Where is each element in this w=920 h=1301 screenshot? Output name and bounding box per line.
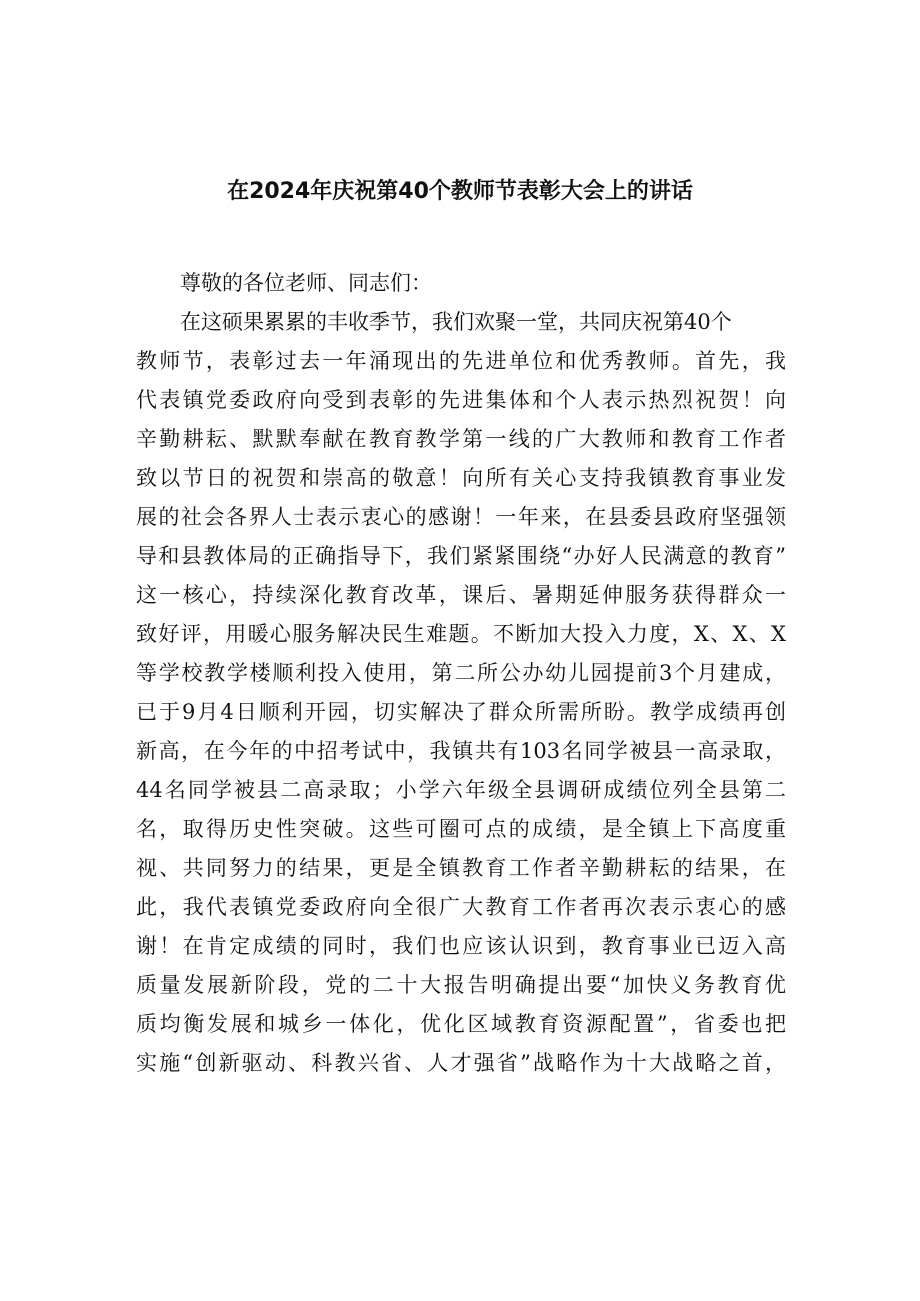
paragraph-line: 致好评，用暖心服务解决民生难题。不断加大投入力度，X、X、X <box>136 622 786 646</box>
paragraph-line: 实施“创新驱动、科教兴省、人才强省”战略作为十大战略之首， <box>136 1051 786 1075</box>
paragraph-line: 44名同学被县二高录取；小学六年级全县调研成绩位列全县第二 <box>136 778 786 802</box>
paragraph-line: 等学校教学楼顺利投入使用，第二所公办幼儿园提前3个月建成， <box>136 661 786 685</box>
paragraph-line: 视、共同努力的结果，更是全镇教育工作者辛勤耕耘的结果，在 <box>136 856 786 880</box>
paragraph-line: 导和县教体局的正确指导下，我们紧紧围绕“办好人民满意的教育” <box>136 544 786 568</box>
page-title: 在2024年庆祝第40个教师节表彰大会上的讲话 <box>227 179 693 204</box>
paragraph-line: 已于9月4日顺利开园，切实解决了群众所需所盼。教学成绩再创 <box>136 700 786 724</box>
paragraph-line: 新高，在今年的中招考试中，我镇共有103名同学被县一高录取， <box>136 739 786 763</box>
paragraph-line: 此，我代表镇党委政府向全很广大教育工作者再次表示衷心的感 <box>136 895 786 919</box>
paragraph-line: 质均衡发展和城乡一体化，优化区域教育资源配置”，省委也把 <box>136 1012 786 1036</box>
paragraph-line: 名，取得历史性突破。这些可圈可点的成绩，是全镇上下高度重 <box>136 817 786 841</box>
paragraph-line: 在这硕果累累的丰收季节，我们欢聚一堂，共同庆祝第40个 <box>180 310 732 334</box>
paragraph-line: 质量发展新阶段，党的二十大报告明确提出要“加快义务教育优 <box>136 973 786 997</box>
paragraph-line: 谢！在肯定成绩的同时，我们也应该认识到，教育事业已迈入高 <box>136 934 786 958</box>
paragraph-line: 展的社会各界人士表示衷心的感谢！一年来，在县委县政府坚强领 <box>136 505 786 529</box>
paragraph-line: 辛勤耕耘、默默奉献在教育教学第一线的广大教师和教育工作者 <box>136 427 786 451</box>
speech-body <box>136 264 786 1083</box>
salutation: 尊敬的各位老师、同志们： <box>180 271 432 295</box>
paragraph-line: 教师节，表彰过去一年涌现出的先进单位和优秀教师。首先，我 <box>136 349 786 373</box>
paragraph-line: 这一核心，持续深化教育改革，课后、暑期延伸服务获得群众一 <box>136 583 786 607</box>
paragraph-line: 致以节日的祝贺和崇高的敬意！向所有关心支持我镇教育事业发 <box>136 466 786 490</box>
paragraph-line: 代表镇党委政府向受到表彰的先进集体和个人表示热烈祝贺！向 <box>136 388 786 412</box>
